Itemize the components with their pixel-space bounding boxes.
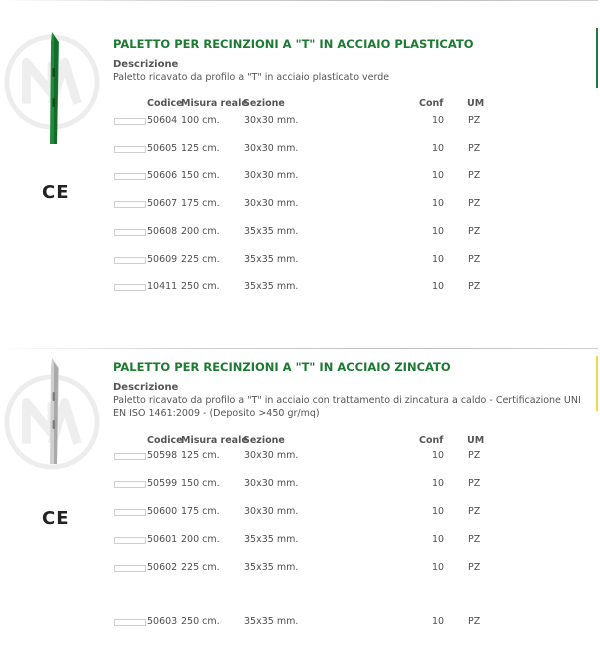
table-row bbox=[0, 170, 600, 184]
cell-section: 30x30 mm. bbox=[244, 478, 299, 489]
cell-conf: 10 bbox=[432, 534, 445, 545]
cell-um: PZ bbox=[468, 143, 481, 154]
cell-section: 30x30 mm. bbox=[244, 170, 299, 181]
col-size: Misura reale bbox=[181, 435, 248, 446]
section-divider bbox=[0, 348, 598, 349]
cell-code: 50602 bbox=[147, 562, 178, 573]
table-row bbox=[0, 534, 600, 548]
col-section: Sezione bbox=[243, 435, 285, 446]
cell-um: PZ bbox=[468, 226, 481, 237]
cell-section: 35x35 mm. bbox=[244, 534, 299, 545]
cell-size: 175 cm. bbox=[181, 198, 220, 209]
cell-conf: 10 bbox=[432, 562, 445, 573]
cell-size: 200 cm. bbox=[181, 226, 220, 237]
cell-um: PZ bbox=[468, 254, 481, 265]
ce-mark: CE bbox=[42, 182, 70, 203]
cell-um: PZ bbox=[468, 506, 481, 517]
table-header bbox=[0, 435, 600, 449]
cell-code: 50603 bbox=[147, 616, 178, 627]
cell-um: PZ bbox=[468, 281, 481, 292]
col-um: UM bbox=[467, 435, 485, 446]
ce-mark: CE bbox=[42, 508, 70, 529]
cell-um: PZ bbox=[468, 562, 481, 573]
cell-conf: 10 bbox=[432, 506, 445, 517]
cell-conf: 10 bbox=[432, 170, 445, 181]
cell-size: 125 cm. bbox=[181, 450, 220, 461]
cell-um: PZ bbox=[468, 450, 481, 461]
col-section: Sezione bbox=[243, 98, 285, 109]
table-row bbox=[0, 115, 600, 129]
cell-size: 175 cm. bbox=[181, 506, 220, 517]
quantity-input[interactable] bbox=[114, 537, 146, 544]
cell-section: 30x30 mm. bbox=[244, 198, 299, 209]
quantity-input[interactable] bbox=[114, 118, 146, 125]
quantity-input[interactable] bbox=[114, 173, 146, 180]
col-code: Codice bbox=[147, 98, 183, 109]
description-text: Paletto ricavato da profilo a "T" in acciaio con trattamento di zincatura a caldo - Certificazione UNI EN ISO 1461:2009 - (Deposito >450 gr/mq) bbox=[113, 395, 581, 419]
cell-section: 30x30 mm. bbox=[244, 450, 299, 461]
cell-code: 10411 bbox=[147, 281, 178, 292]
cell-section: 30x30 mm. bbox=[244, 143, 299, 154]
table-row bbox=[0, 281, 600, 295]
quantity-input[interactable] bbox=[114, 481, 146, 488]
table-row bbox=[0, 254, 600, 268]
quantity-input[interactable] bbox=[114, 257, 146, 264]
quantity-input[interactable] bbox=[114, 201, 146, 208]
cell-section: 30x30 mm. bbox=[244, 506, 299, 517]
product-section-zincato bbox=[0, 348, 600, 651]
cell-conf: 10 bbox=[432, 198, 445, 209]
cell-section: 35x35 mm. bbox=[244, 616, 299, 627]
cell-code: 50599 bbox=[147, 478, 178, 489]
side-accent bbox=[596, 356, 598, 411]
quantity-input[interactable] bbox=[114, 565, 146, 572]
cell-size: 200 cm. bbox=[181, 534, 220, 545]
cell-um: PZ bbox=[468, 170, 481, 181]
cell-size: 250 cm. bbox=[181, 281, 220, 292]
quantity-input[interactable] bbox=[114, 509, 146, 516]
description-text: Paletto ricavato da profilo a "T" in acciaio plasticato verde bbox=[113, 72, 390, 83]
col-code: Codice bbox=[147, 435, 183, 446]
cell-code: 50598 bbox=[147, 450, 178, 461]
product-title: PALETTO PER RECINZIONI A "T" IN ACCIAIO ZINCATO bbox=[113, 360, 451, 374]
cell-conf: 10 bbox=[432, 226, 445, 237]
cell-size: 150 cm. bbox=[181, 170, 220, 181]
description-label: Descrizione bbox=[113, 59, 179, 70]
quantity-input[interactable] bbox=[114, 229, 146, 236]
col-size: Misura reale bbox=[181, 98, 248, 109]
cell-code: 50604 bbox=[147, 115, 178, 126]
cell-code: 50607 bbox=[147, 198, 178, 209]
cell-size: 125 cm. bbox=[181, 143, 220, 154]
quantity-input[interactable] bbox=[114, 284, 146, 291]
cell-code: 50608 bbox=[147, 226, 178, 237]
table-row bbox=[0, 450, 600, 464]
cell-conf: 10 bbox=[432, 254, 445, 265]
cell-section: 35x35 mm. bbox=[244, 562, 299, 573]
cell-conf: 10 bbox=[432, 143, 445, 154]
cell-section: 35x35 mm. bbox=[244, 254, 299, 265]
cell-size: 150 cm. bbox=[181, 478, 220, 489]
cell-section: 35x35 mm. bbox=[244, 281, 299, 292]
cell-conf: 10 bbox=[432, 478, 445, 489]
description-label: Descrizione bbox=[113, 382, 179, 393]
cell-code: 50606 bbox=[147, 170, 178, 181]
cell-size: 100 cm. bbox=[181, 115, 220, 126]
cell-um: PZ bbox=[468, 478, 481, 489]
cell-conf: 10 bbox=[432, 281, 445, 292]
table-header bbox=[0, 98, 600, 112]
cell-code: 50609 bbox=[147, 254, 178, 265]
table-row bbox=[0, 226, 600, 240]
cell-size: 225 cm. bbox=[181, 562, 220, 573]
quantity-input[interactable] bbox=[114, 146, 146, 153]
table-row bbox=[0, 562, 600, 576]
cell-um: PZ bbox=[468, 534, 481, 545]
col-um: UM bbox=[467, 98, 485, 109]
col-conf: Conf bbox=[419, 98, 444, 109]
side-accent bbox=[596, 28, 598, 88]
cell-section: 35x35 mm. bbox=[244, 226, 299, 237]
section-divider bbox=[0, 0, 598, 1]
table-row bbox=[0, 198, 600, 212]
cell-code: 50605 bbox=[147, 143, 178, 154]
cell-um: PZ bbox=[468, 115, 481, 126]
cell-conf: 10 bbox=[432, 616, 445, 627]
product-title: PALETTO PER RECINZIONI A "T" IN ACCIAIO PLASTICATO bbox=[113, 37, 474, 51]
cell-conf: 10 bbox=[432, 450, 445, 461]
table-row bbox=[0, 478, 600, 492]
cell-code: 50600 bbox=[147, 506, 178, 517]
cell-um: PZ bbox=[468, 198, 481, 209]
col-conf: Conf bbox=[419, 435, 444, 446]
cell-conf: 10 bbox=[432, 115, 445, 126]
quantity-input[interactable] bbox=[114, 453, 146, 460]
cell-code: 50601 bbox=[147, 534, 178, 545]
cell-um: PZ bbox=[468, 616, 481, 627]
table-row bbox=[0, 143, 600, 157]
table-row bbox=[0, 506, 600, 520]
cell-size: 250 cm. bbox=[181, 616, 220, 627]
table-row bbox=[0, 616, 600, 630]
cell-size: 225 cm. bbox=[181, 254, 220, 265]
quantity-input[interactable] bbox=[114, 619, 146, 626]
cell-section: 30x30 mm. bbox=[244, 115, 299, 126]
